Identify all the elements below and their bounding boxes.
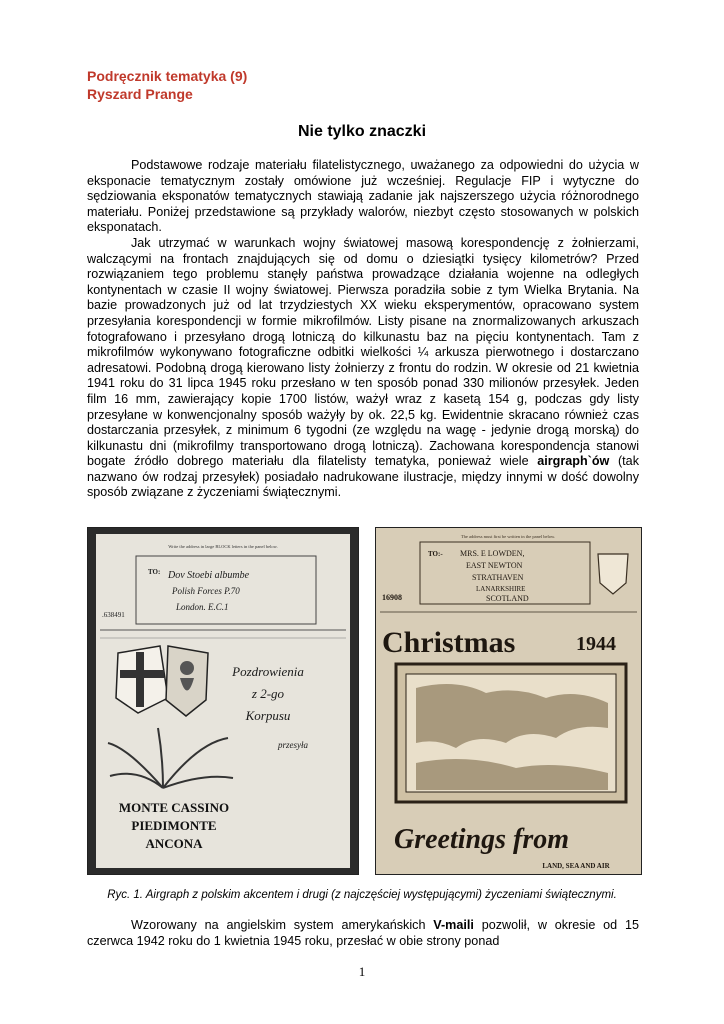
paragraph-vmail-part2: pozwolił, w okresie od 15 czerwca 1942 roku do 1 kwietnia 1945 roku, przesłać w obie strony ponad (87, 918, 640, 948)
polish-airgraph-image (88, 528, 358, 874)
left-places3: ANCONA (145, 836, 203, 851)
christmas-year: 1944 (576, 633, 616, 655)
left-greet2: z 2-go (251, 686, 285, 701)
paragraph-airgraph (87, 236, 639, 501)
greetings-text: Greetings from (394, 824, 569, 855)
left-number: .638491 (102, 611, 125, 619)
mediterranean-map-icon (396, 664, 626, 802)
left-addr3: London. E.C.1 (176, 602, 229, 612)
christmas-heading: Christmas (382, 626, 516, 659)
left-greet3: Korpusu (245, 708, 291, 723)
page-title: Nie tylko znaczki (297, 123, 427, 140)
right-number: 16908 (382, 593, 402, 602)
right-header-text: The address must first be written in the panel below. (460, 534, 556, 539)
right-addr1: MRS. E LOWDEN, (460, 549, 525, 558)
christmas-airgraph-image (376, 528, 641, 874)
paragraph-airgraph-part2: (tak nazwano ów rodzaj przesyłek) posiadało nadrukowane ilustracje, między innymi w dość dowolny sposób związane z życzeniami świątecznymi. (87, 454, 639, 500)
vmail-term: V-maili (433, 918, 474, 932)
figure-polish-airgraph (87, 527, 359, 875)
page-number: 1 (358, 964, 366, 979)
left-header-text: Write the address in large BLOCK letters in the panel below. (168, 544, 278, 549)
figure-christmas-airgraph (375, 527, 642, 875)
paragraph-intro: Podstawowe rodzaje materiału filatelistycznego, uważanego za odpowiedni do użycia w eksponacie tematycznym zostały omówione już wcześniej. Regulacje FIP i wytyczne do sędziowania eksponatów tematycznych stawiają zadanie jak najszerszego użycia różnorodnego materiału. Poniżej przedstawione są przykłady walorów, niezbyt często stosowanych w polskich eksponatach. (87, 158, 639, 235)
right-to-label: TO:- (428, 550, 443, 558)
paragraph-airgraph-part1: Jak utrzymać w warunkach wojny światowej masową korespondencję z żołnierzami, walczącymi na frontach znajdujących się od domu o dziesiątki tysięcy kilometrów? Przed rozwiązaniem tego problemu stanęły państwa prowadzące działania wojenne na odległych kontynentach w czasie II wojny światowej. Pierwsza poradziła sobie z tym Wielka Brytania. Na bazie prowadzonych już od lat trzydziestych XX wieku eksperymentów, opracowano system przesyłania korespondencji w formie mikrofilmów. Listy pisane na znormalizowanych arkuszach fotografowano i przesyłano drogą lotniczą do kilkunastu baz na pięciu kontynentach. Tam z mikrofilmów wykonywano fotograficzne odbitki wielkości ¼ arkusza pierwotnego i dostarczano adresatowi. Podobną drogą kierowano listy żołnierzy z frontu do rodzin. W okresie od 21 kwietnia 1941 roku do 31 lipca 1945 roku przesłano w ten sposób ponad 330 milionów przesyłek. Jeden film 16 mm, zawierający kopie 1700 listów, ważył wraz z kasetą 154 g, podczas gdy listy przesyłane w konwencjonalny sposób ważyły by ok. 22,5 kg. Ewidentnie skracano również czas dostarczania przesyłek, z minimum 6 tygodni (ze względu na wagę - jedynie drogą morską) do kilkunastu dni (mikrofilmy transportowano drogą lotniczą). Zachowana korespondencja stanowi bogate źródło dobrego materiału dla filatelisty tematyka, ponieważ wiele (87, 235, 639, 469)
paragraph-vmail (87, 918, 639, 949)
left-greet4: przesyła (278, 740, 308, 750)
left-places1: MONTE CASSINO (118, 800, 230, 815)
left-to-label: TO: (148, 568, 161, 576)
paragraph-vmail-part1: Wzorowany na angielskim system amerykańskich (131, 918, 434, 932)
left-addr1: Dov Stoebi albumbe (168, 570, 250, 581)
header-subject: Podręcznik tematyka (9) (87, 68, 248, 84)
right-addr5: SCOTLAND (486, 594, 529, 603)
right-footer: LAND, SEA AND AIR (542, 862, 610, 870)
airgraph-term: airgraph`ów (537, 454, 610, 469)
right-addr2: EAST NEWTON (466, 561, 523, 570)
right-addr3: STRATHAVEN (472, 573, 524, 582)
left-greet1: Pozdrowienia (232, 664, 304, 679)
main-text (87, 158, 639, 501)
header-author: Ryszard Prange (87, 86, 193, 102)
figure-caption: Ryc. 1. Airgraph z polskim akcentem i drugi (z najczęściej występującymi) życzeniami świątecznymi. (107, 889, 617, 901)
left-addr2: Polish Forces P.70 (172, 586, 240, 596)
right-addr4: LANARKSHIRE (476, 585, 526, 593)
main-text-continued (87, 918, 639, 949)
left-places2: PIEDIMONTE (131, 818, 217, 833)
